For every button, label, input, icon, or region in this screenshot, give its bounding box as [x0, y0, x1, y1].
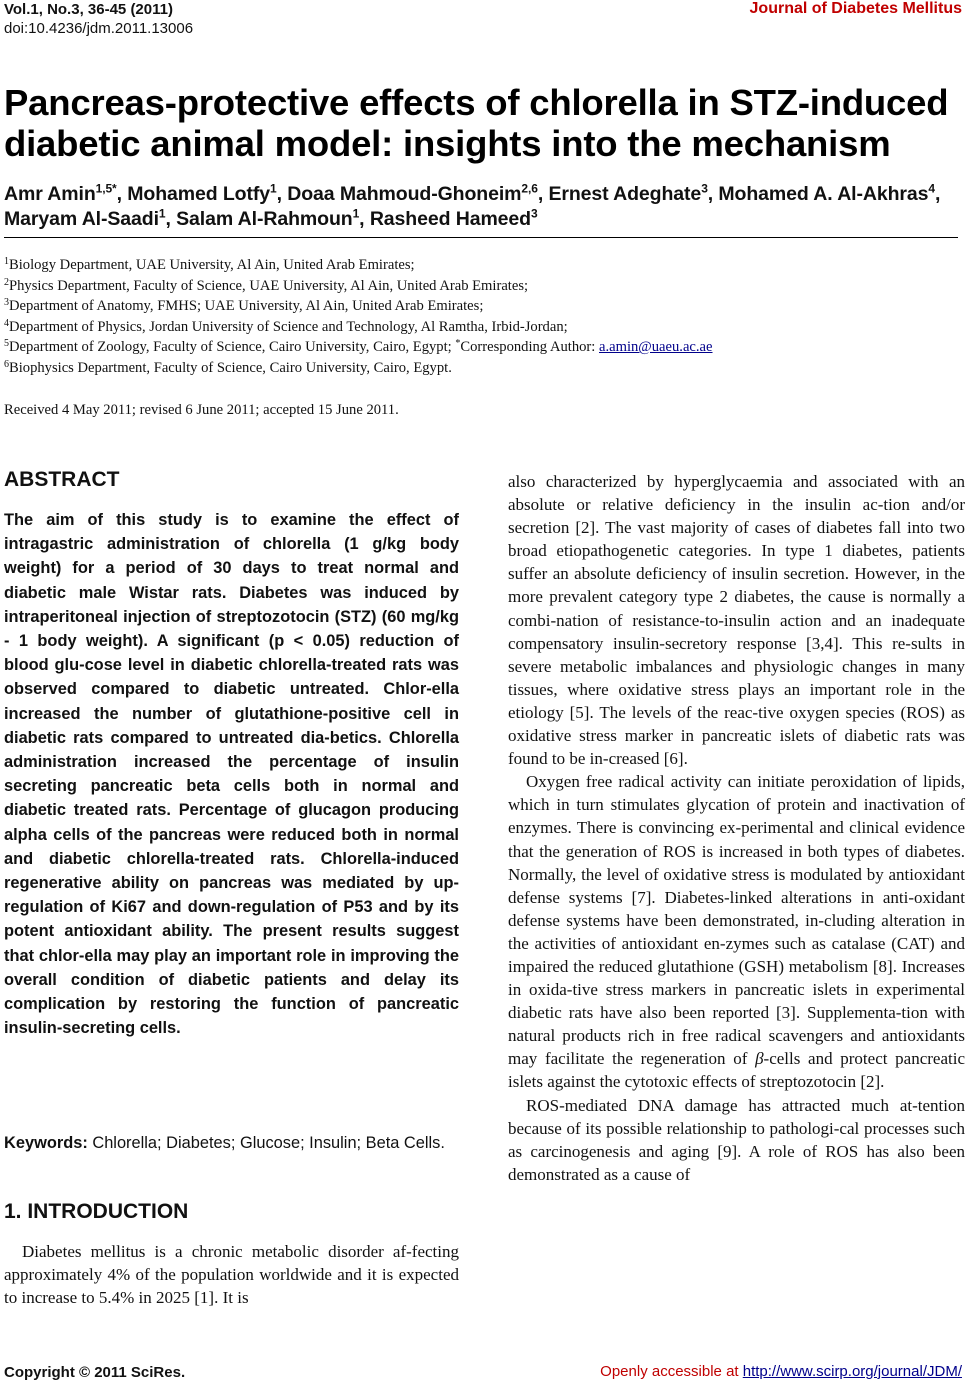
- volume-info: Vol.1, No.3, 36-45 (2011): [4, 1, 173, 18]
- author-name: Maryam Al-Saadi: [4, 208, 159, 230]
- paper-title: Pancreas-protective effects of chlorella in STZ-induced diabetic animal model: insights into the mechanism: [4, 82, 949, 164]
- affiliation-line: $^4$Department of Physics, Jordan University of Science and Technology, Al Ramtha, Irbid-Jordan;: [4, 317, 568, 335]
- author-name: Mohamed A. Al-Akhras: [718, 183, 929, 205]
- author-affiliation-mark: 1: [270, 181, 277, 196]
- author-name: Rasheed Hameed: [369, 208, 531, 230]
- received-dates: Received 4 May 2011; revised 6 June 2011; accepted 15 June 2011.: [4, 402, 399, 418]
- journal-header-left: [4, 0, 193, 38]
- author-name: Doaa Mahmoud-Ghoneim: [287, 183, 522, 205]
- intro-paragraph: Diabetes mellitus is a chronic metabolic disorder af-fecting approximately 4% of the population worldwide and it is expected to increase to 5.4% in 2025 [1]. It is: [4, 1242, 459, 1308]
- keywords: [4, 1132, 459, 1155]
- introduction-heading: 1. INTRODUCTION: [4, 1200, 189, 1223]
- author-name: Mohamed Lotfy: [127, 183, 271, 205]
- right-column: [508, 470, 965, 1186]
- abstract-heading: ABSTRACT: [4, 468, 120, 491]
- affiliation-line: $^2$Physics Department, Faculty of Science, UAE University, Al Ain, United Arab Emirates;: [4, 276, 529, 294]
- body-paragraph-2: Oxygen free radical activity can initiate peroxidation of lipids, which in turn stimulates glycation of protein and inactivation of enzymes. There is convincing ex-perimental and clinical evidence that the generation of ROS is increased in both types of diabetes. Normally, the level of oxidative stress is modulated by antioxidant defense systems [7]. Diabetes-linked alterations in anti-oxidant defense systems have been demonstrated, in-cluding alteration in the activities of antioxidant en-zymes such as catalase (CAT) and impaired the reduced glutathione (GSH) metabolism [8]. Increases in oxida-tive stress markers in pancreatic islets in experimental diabetic rats have also been reported [3]. Supplementa-tion with natural products rich in free radical scavengers and antioxidants may facilitate the regeneration of β-cells and protect pancreatic islets against the cytotoxic effects of streptozotocin [2].: [508, 772, 965, 1092]
- author-affiliation-mark: 2,6: [521, 181, 538, 196]
- affiliation-line: $^3$Department of Anatomy, FMHS; UAE University, Al Ain, United Arab Emirates;: [4, 297, 484, 314]
- author-affiliation-mark: 4: [928, 181, 935, 196]
- author-list: Amr Amin$^{1,5*}$, Mohamed Lotfy$^1$, Doaa Mahmoud-Ghoneim$^{2,6}$, Ernest Adeghate$^3$, Mohamed A. Al-Akhras$^4$, Maryam Al-Saadi$^1$, Salam Al-Rahmoun$^1$, Rasheed Hameed$^3$: [4, 181, 941, 230]
- body-paragraph-3: ROS-mediated DNA damage has attracted much at-tention because of its possible relationship to pathologi-cal processes such as carcinogenesis and aging [9]. A role of ROS has also been demonstrated as a cause of: [508, 1095, 965, 1184]
- abstract-text: The aim of this study is to examine the effect of intragastric administration of chlorella (1 g/kg body weight) for a period of 30 days to treat normal and diabetic male Wistar rats. Diabetes was induced by intraperitoneal injection of streptozotocin (STZ) (60 mg/kg - 1 body weight). A significant (p < 0.05) reduction of blood glu-cose level in diabetic chlorella-treated rats was observed compared to diabetic untreated. Chlor-ella increased the number of glutathione-positive cell in diabetic rats compared to untreated dia-betics. Chlorella administration increased the percentage of insulin secreting pancreatic beta cells both in normal and diabetic treated rats. Percentage of glucagon producing alpha cells of the pancreas were reduced both in normal and diabetic chlorella-treated rats. Chlorella-induced regenerative ability on pancreas was mediated by up-regulation of Ki67 and down-regulation of P53 and by its potent antioxidant ability. The present results suggest that chlor-ella may play an important role in improving the overall condition of diabetic patients and delay its complication by restoring the function of pancreatic insulin-secreting cells.: [4, 511, 459, 1038]
- introduction-text: [4, 1240, 459, 1310]
- affiliation-line: $^1$Biology Department, UAE University, Al Ain, United Arab Emirates;: [4, 256, 415, 273]
- copyright: Copyright © 2011 SciRes.: [4, 1364, 186, 1381]
- author-affiliation-mark: 1,5*: [95, 181, 117, 196]
- author-name: Ernest Adeghate: [548, 183, 702, 205]
- author-name: Amr Amin: [4, 183, 96, 205]
- open-access-notice: Openly accessible at http://www.scirp.org/journal/JDM/: [600, 1363, 962, 1380]
- doi: doi:10.4236/jdm.2011.13006: [4, 20, 194, 37]
- affiliation-line: $^5$Department of Zoology, Faculty of Science, Cairo University, Cairo, Egypt; *Corresponding Author: a.amin@uaeu.ac.ae: [4, 338, 713, 355]
- author-name: Salam Al-Rahmoun: [176, 208, 353, 230]
- corresponding-email-link[interactable]: a.amin@uaeu.ac.ae: [599, 339, 713, 355]
- header-divider: [4, 237, 958, 238]
- author-affiliation-mark: 1: [158, 206, 166, 221]
- author-affiliation-mark: 3: [530, 206, 538, 221]
- journal-name: Journal of Diabetes Mellitus: [749, 0, 962, 17]
- author-affiliation-mark: 1: [352, 206, 360, 221]
- body-paragraph-1: also characterized by hyperglycaemia and associated with an absolute or relative deficiency in the insulin ac-tion and/or secretion [2]. The vast majority of cases of diabetes fall into two broad etiopathogenetic categories. In type 1 diabetes, patients suffer an absolute deficiency of insulin secretion. However, in the more prevalent category type 2 diabetes, the cause is normally a combi-nation of resistance-to-insulin action and an inadequate compensatory insulin-secretory response [3,4]. This re-sults in severe metabolic imbalances and physiologic changes in many tissues, where oxidative stress plays an important role in the etiology [5]. The levels of the reac-tive oxygen species (ROS) as oxidative stress marker in pancreatic islets of diabetic rats was found to be in-creased [6].: [508, 472, 965, 769]
- corresponding-label: Corresponding Author:: [460, 339, 599, 355]
- author-affiliation-mark: 3: [701, 181, 708, 196]
- beta-symbol: β: [755, 1049, 764, 1069]
- affiliation-line: $^6$Biophysics Department, Faculty of Science, Cairo University, Cairo, Egypt.: [4, 358, 452, 376]
- journal-url-link[interactable]: http://www.scirp.org/journal/JDM/: [742, 1363, 962, 1380]
- affiliations: [4, 255, 959, 378]
- keywords-text: Chlorella; Diabetes; Glucose; Insulin; Beta Cells.: [87, 1134, 445, 1152]
- keywords-label: Keywords:: [4, 1134, 88, 1152]
